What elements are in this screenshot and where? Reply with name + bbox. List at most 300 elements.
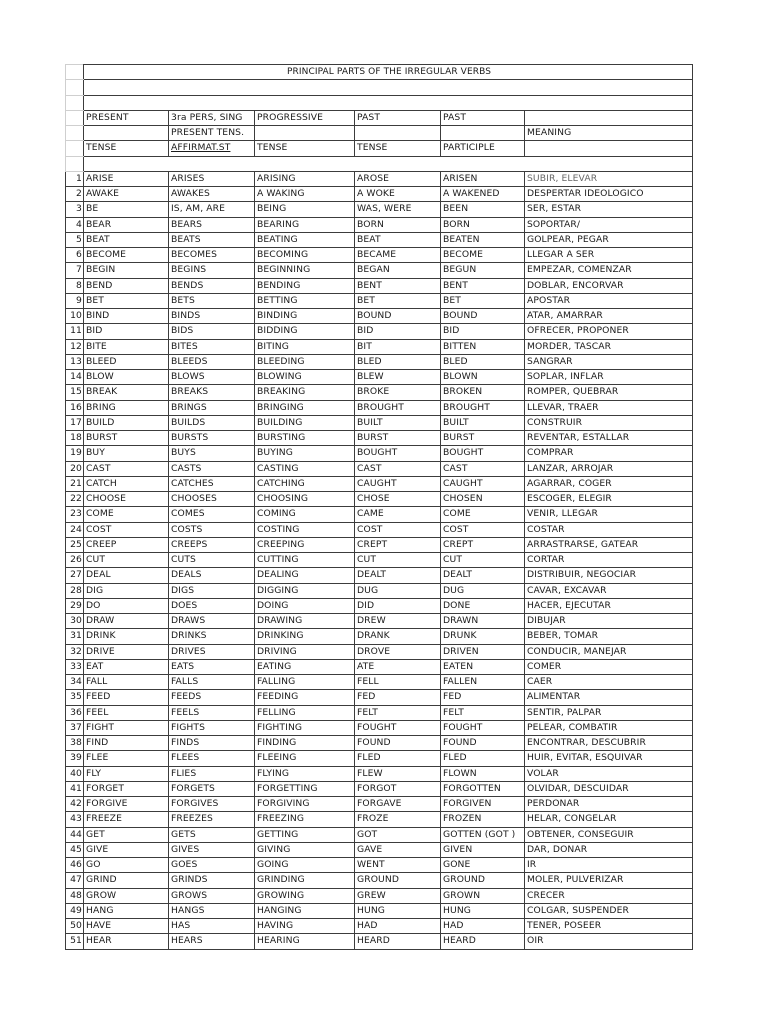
table-cell: FED <box>355 690 441 705</box>
row-number-cell: 7 <box>66 263 84 278</box>
table-cell: GOLPEAR, PEGAR <box>525 232 693 247</box>
header-cell <box>525 110 693 125</box>
table-row <box>66 354 693 369</box>
table-cell: BINDING <box>255 309 355 324</box>
row-number-cell: 44 <box>66 827 84 842</box>
table-cell: BROUGHT <box>441 400 525 415</box>
table-cell: CREPT <box>355 537 441 552</box>
table-cell: BET <box>84 293 169 308</box>
header-row <box>66 141 693 156</box>
table-row <box>66 934 693 949</box>
table-row <box>66 278 693 293</box>
table-row <box>66 736 693 751</box>
table-cell: FOUGHT <box>441 720 525 735</box>
table-cell: BORN <box>441 217 525 232</box>
table-cell: CASTS <box>169 461 255 476</box>
table-cell: BITTEN <box>441 339 525 354</box>
header-cell: PRESENT TENS. <box>169 126 255 141</box>
row-number-cell: 18 <box>66 431 84 446</box>
table-cell: DEAL <box>84 568 169 583</box>
table-cell: BECOME <box>84 248 169 263</box>
table-cell: BE <box>84 202 169 217</box>
table-cell: CORTAR <box>525 553 693 568</box>
table-row <box>66 232 693 247</box>
table-cell: GRINDS <box>169 873 255 888</box>
table-cell: FIGHTING <box>255 720 355 735</box>
table-cell: HUIR, EVITAR, ESQUIVAR <box>525 751 693 766</box>
table-cell: BLED <box>441 354 525 369</box>
table-cell: HAD <box>355 919 441 934</box>
table-cell: DUG <box>355 583 441 598</box>
table-cell: ARRASTRARSE, GATEAR <box>525 537 693 552</box>
table-row <box>66 873 693 888</box>
table-row <box>66 446 693 461</box>
table-cell: DIBUJAR <box>525 614 693 629</box>
table-cell: CUTS <box>169 553 255 568</box>
table-cell: DOING <box>255 598 355 613</box>
table-cell: GOT <box>355 827 441 842</box>
table-cell: DIGGING <box>255 583 355 598</box>
row-number-cell: 15 <box>66 385 84 400</box>
table-cell: DOES <box>169 598 255 613</box>
table-cell: FELLING <box>255 705 355 720</box>
table-cell: GIVE <box>84 842 169 857</box>
table-cell: HANGING <box>255 903 355 918</box>
blank-row <box>66 80 693 95</box>
table-cell: FLEEING <box>255 751 355 766</box>
table-cell: DO <box>84 598 169 613</box>
table-cell: BUILD <box>84 415 169 430</box>
table-cell: BEGINNING <box>255 263 355 278</box>
table-cell: BROUGHT <box>355 400 441 415</box>
table-cell: COMPRAR <box>525 446 693 461</box>
table-cell: BEATING <box>255 232 355 247</box>
table-cell: BEAT <box>355 232 441 247</box>
table-cell: MORDER, TASCAR <box>525 339 693 354</box>
table-cell: COSTAR <box>525 522 693 537</box>
table-cell: GETS <box>169 827 255 842</box>
table-cell: CHOOSES <box>169 492 255 507</box>
table-cell: FINDS <box>169 736 255 751</box>
table-cell: BEGAN <box>355 263 441 278</box>
table-row <box>66 720 693 735</box>
table-cell: BIDS <box>169 324 255 339</box>
table-row <box>66 629 693 644</box>
table-row <box>66 476 693 491</box>
table-cell: DEALT <box>355 568 441 583</box>
table-cell: EMPEZAR, COMENZAR <box>525 263 693 278</box>
table-cell: CONDUCIR, MANEJAR <box>525 644 693 659</box>
table-row <box>66 766 693 781</box>
table-cell: BITE <box>84 339 169 354</box>
table-cell: GROW <box>84 888 169 903</box>
table-cell: BEGUN <box>441 263 525 278</box>
table-cell: BREAK <box>84 385 169 400</box>
table-cell: BEGINS <box>169 263 255 278</box>
table-cell: GREW <box>355 888 441 903</box>
table-cell: FIGHT <box>84 720 169 735</box>
row-number-cell: 20 <box>66 461 84 476</box>
table-cell: COLGAR, SUSPENDER <box>525 903 693 918</box>
table-cell: GROWS <box>169 888 255 903</box>
table-cell: BENDING <box>255 278 355 293</box>
table-cell: COMING <box>255 507 355 522</box>
table-cell: HEARD <box>441 934 525 949</box>
row-number-cell: 16 <box>66 400 84 415</box>
table-cell: BEND <box>84 278 169 293</box>
table-cell: BEAR <box>84 217 169 232</box>
table-cell: BENDS <box>169 278 255 293</box>
row-number-cell: 25 <box>66 537 84 552</box>
table-cell: FREEZING <box>255 812 355 827</box>
row-number-cell <box>66 80 84 95</box>
row-number-cell: 49 <box>66 903 84 918</box>
table-cell: HANG <box>84 903 169 918</box>
table-cell: CAUGHT <box>441 476 525 491</box>
table-row <box>66 507 693 522</box>
table-cell: BETS <box>169 293 255 308</box>
row-number-cell: 27 <box>66 568 84 583</box>
table-cell: REVENTAR, ESTALLAR <box>525 431 693 446</box>
table-cell: CUT <box>355 553 441 568</box>
table-cell: FROZE <box>355 812 441 827</box>
table-cell: BECOMES <box>169 248 255 263</box>
row-number-cell: 40 <box>66 766 84 781</box>
table-cell: CHOOSE <box>84 492 169 507</box>
table-cell: FREEZE <box>84 812 169 827</box>
table-row <box>66 293 693 308</box>
table-cell: FOUGHT <box>355 720 441 735</box>
table-cell: DISTRIBUIR, NEGOCIAR <box>525 568 693 583</box>
table-cell: CASTING <box>255 461 355 476</box>
row-number-cell: 33 <box>66 659 84 674</box>
table-cell: SOPORTAR/ <box>525 217 693 232</box>
table-row <box>66 187 693 202</box>
table-row <box>66 614 693 629</box>
table-cell: FORGIVE <box>84 797 169 812</box>
table-cell: ALIMENTAR <box>525 690 693 705</box>
table-cell: FLEES <box>169 751 255 766</box>
row-number-cell: 47 <box>66 873 84 888</box>
table-cell: FELT <box>441 705 525 720</box>
header-cell: PRESENT <box>84 110 169 125</box>
table-cell: CATCHING <box>255 476 355 491</box>
table-cell: BECAME <box>355 248 441 263</box>
row-number-cell: 42 <box>66 797 84 812</box>
table-cell: BUILDS <box>169 415 255 430</box>
row-number-cell: 21 <box>66 476 84 491</box>
table-cell: FORGIVING <box>255 797 355 812</box>
table-cell: DRAWS <box>169 614 255 629</box>
table-cell: BURSTING <box>255 431 355 446</box>
table-cell: CATCHES <box>169 476 255 491</box>
table-row <box>66 522 693 537</box>
header-cell <box>355 126 441 141</box>
table-cell: BLEEDING <box>255 354 355 369</box>
table-cell: AROSE <box>355 171 441 186</box>
table-cell: DRUNK <box>441 629 525 644</box>
verb-table-body <box>66 65 693 950</box>
title-row <box>66 65 693 80</box>
header-cell: AFFIRMAT.ST <box>169 141 255 156</box>
table-cell: ATE <box>355 659 441 674</box>
row-number-cell: 22 <box>66 492 84 507</box>
table-cell: BIT <box>355 339 441 354</box>
row-number-cell: 43 <box>66 812 84 827</box>
blank-cell <box>84 95 693 110</box>
table-row <box>66 431 693 446</box>
table-cell: MOLER, PULVERIZAR <box>525 873 693 888</box>
table-row <box>66 568 693 583</box>
table-cell: DESPERTAR IDEOLOGICO <box>525 187 693 202</box>
row-number-cell: 41 <box>66 781 84 796</box>
row-number-cell: 2 <box>66 187 84 202</box>
table-row <box>66 690 693 705</box>
table-cell: GAVE <box>355 842 441 857</box>
table-cell: ENCONTRAR, DESCUBRIR <box>525 736 693 751</box>
table-cell: AWAKES <box>169 187 255 202</box>
table-cell: GROUND <box>441 873 525 888</box>
table-cell: CAVAR, EXCAVAR <box>525 583 693 598</box>
table-cell: CREEP <box>84 537 169 552</box>
table-cell: FLIES <box>169 766 255 781</box>
table-cell: BLOWING <box>255 370 355 385</box>
table-cell: FOUND <box>355 736 441 751</box>
table-row <box>66 263 693 278</box>
row-number-cell: 28 <box>66 583 84 598</box>
table-cell: BURST <box>355 431 441 446</box>
table-cell: SANGRAR <box>525 354 693 369</box>
table-cell: BET <box>355 293 441 308</box>
row-number-cell: 3 <box>66 202 84 217</box>
table-cell: CAME <box>355 507 441 522</box>
table-cell: FIGHTS <box>169 720 255 735</box>
table-cell: GROWN <box>441 888 525 903</box>
table-cell: DRAWING <box>255 614 355 629</box>
table-cell: BLOW <box>84 370 169 385</box>
table-cell: GRIND <box>84 873 169 888</box>
table-cell: DAR, DONAR <box>525 842 693 857</box>
table-cell: BUILDING <box>255 415 355 430</box>
header-cell <box>441 126 525 141</box>
table-cell: CUT <box>441 553 525 568</box>
header-cell: PAST <box>355 110 441 125</box>
row-number-cell <box>66 126 84 141</box>
table-cell: GRINDING <box>255 873 355 888</box>
header-row <box>66 110 693 125</box>
table-cell: BURST <box>84 431 169 446</box>
row-number-cell: 50 <box>66 919 84 934</box>
row-number-cell: 45 <box>66 842 84 857</box>
table-cell: HUNG <box>355 903 441 918</box>
table-row <box>66 888 693 903</box>
table-cell: BRING <box>84 400 169 415</box>
table-cell: FLED <box>355 751 441 766</box>
table-cell: DONE <box>441 598 525 613</box>
table-row <box>66 461 693 476</box>
table-cell: FEEDING <box>255 690 355 705</box>
row-number-cell: 37 <box>66 720 84 735</box>
table-cell: DRINKS <box>169 629 255 644</box>
row-number-cell: 36 <box>66 705 84 720</box>
table-cell: GROUND <box>355 873 441 888</box>
table-cell: PELEAR, COMBATIR <box>525 720 693 735</box>
table-cell: CHOSE <box>355 492 441 507</box>
table-cell: HUNG <box>441 903 525 918</box>
table-cell: BLOWS <box>169 370 255 385</box>
table-cell: BETTING <box>255 293 355 308</box>
table-cell: DIG <box>84 583 169 598</box>
table-cell: CAST <box>84 461 169 476</box>
table-cell: ARISE <box>84 171 169 186</box>
table-cell: CONSTRUIR <box>525 415 693 430</box>
table-cell: BID <box>355 324 441 339</box>
table-cell: BOUND <box>441 309 525 324</box>
table-row <box>66 400 693 415</box>
table-cell: FIND <box>84 736 169 751</box>
table-cell: HAVE <box>84 919 169 934</box>
table-cell: FELL <box>355 675 441 690</box>
table-cell: DID <box>355 598 441 613</box>
table-cell: HEARS <box>169 934 255 949</box>
header-cell: TENSE <box>84 141 169 156</box>
table-cell: DRAW <box>84 614 169 629</box>
table-cell: CATCH <box>84 476 169 491</box>
table-cell: COST <box>355 522 441 537</box>
table-row <box>66 858 693 873</box>
table-cell: AGARRAR, COGER <box>525 476 693 491</box>
table-cell: FEEL <box>84 705 169 720</box>
table-cell: AWAKE <box>84 187 169 202</box>
table-cell: EATEN <box>441 659 525 674</box>
table-cell: EATS <box>169 659 255 674</box>
table-cell: BLOWN <box>441 370 525 385</box>
table-cell: DEALING <box>255 568 355 583</box>
blank-row <box>66 95 693 110</box>
table-cell: CREEPS <box>169 537 255 552</box>
row-number-cell: 12 <box>66 339 84 354</box>
table-cell: BIDDING <box>255 324 355 339</box>
table-cell: DREW <box>355 614 441 629</box>
table-cell: FORGETS <box>169 781 255 796</box>
table-cell: DRAWN <box>441 614 525 629</box>
table-cell: COSTING <box>255 522 355 537</box>
table-cell: DEALS <box>169 568 255 583</box>
table-cell: COSTS <box>169 522 255 537</box>
table-cell: TENER, POSEER <box>525 919 693 934</box>
table-row <box>66 537 693 552</box>
row-number-cell: 48 <box>66 888 84 903</box>
row-number-cell: 51 <box>66 934 84 949</box>
table-cell: DRIVES <box>169 644 255 659</box>
table-cell: BINDS <box>169 309 255 324</box>
row-number-cell: 10 <box>66 309 84 324</box>
table-cell: PERDONAR <box>525 797 693 812</box>
table-cell: DIGS <box>169 583 255 598</box>
table-cell: FALLEN <box>441 675 525 690</box>
table-cell: FOUND <box>441 736 525 751</box>
table-cell: DROVE <box>355 644 441 659</box>
table-cell: LLEVAR, TRAER <box>525 400 693 415</box>
table-cell: HELAR, CONGELAR <box>525 812 693 827</box>
table-cell: BLEEDS <box>169 354 255 369</box>
table-cell: BEATEN <box>441 232 525 247</box>
header-cell: PAST <box>441 110 525 125</box>
table-row <box>66 797 693 812</box>
table-row <box>66 370 693 385</box>
table-cell: OBTENER, CONSEGUIR <box>525 827 693 842</box>
table-cell: HEARD <box>355 934 441 949</box>
table-row <box>66 919 693 934</box>
table-cell: CUTTING <box>255 553 355 568</box>
header-cell <box>84 126 169 141</box>
row-number-cell: 17 <box>66 415 84 430</box>
table-cell: BEBER, TOMAR <box>525 629 693 644</box>
header-cell: TENSE <box>255 141 355 156</box>
table-row <box>66 903 693 918</box>
row-number-cell <box>66 141 84 156</box>
table-cell: DRANK <box>355 629 441 644</box>
blank-cell <box>84 156 693 171</box>
table-title: PRINCIPAL PARTS OF THE IRREGULAR VERBS <box>84 65 693 80</box>
row-number-cell: 14 <box>66 370 84 385</box>
table-cell: ARISEN <box>441 171 525 186</box>
table-cell: BID <box>441 324 525 339</box>
table-cell: BROKE <box>355 385 441 400</box>
header-cell: PROGRESSIVE <box>255 110 355 125</box>
row-number-cell: 32 <box>66 644 84 659</box>
table-cell: GROWING <box>255 888 355 903</box>
table-cell: OIR <box>525 934 693 949</box>
table-cell: BEEN <box>441 202 525 217</box>
table-cell: A WAKING <box>255 187 355 202</box>
blank-row <box>66 156 693 171</box>
table-row <box>66 812 693 827</box>
table-cell: HAS <box>169 919 255 934</box>
table-cell: FLYING <box>255 766 355 781</box>
table-cell: FLEW <box>355 766 441 781</box>
table-cell: CREEPING <box>255 537 355 552</box>
table-cell: BLEED <box>84 354 169 369</box>
header-cell <box>255 126 355 141</box>
table-cell: BEATS <box>169 232 255 247</box>
table-row <box>66 675 693 690</box>
row-number-cell: 24 <box>66 522 84 537</box>
table-cell: CUT <box>84 553 169 568</box>
row-number-cell: 35 <box>66 690 84 705</box>
table-cell: FORGIVEN <box>441 797 525 812</box>
row-number-cell: 23 <box>66 507 84 522</box>
table-cell: CAST <box>355 461 441 476</box>
table-cell: FORGOTTEN <box>441 781 525 796</box>
table-cell: BLED <box>355 354 441 369</box>
row-number-cell: 13 <box>66 354 84 369</box>
table-cell: APOSTAR <box>525 293 693 308</box>
table-cell: SOPLAR, INFLAR <box>525 370 693 385</box>
table-cell: HEAR <box>84 934 169 949</box>
table-cell: BORN <box>355 217 441 232</box>
table-cell: GOTTEN (GOT ) <box>441 827 525 842</box>
header-cell: TENSE <box>355 141 441 156</box>
table-cell: COME <box>441 507 525 522</box>
table-cell: BRINGING <box>255 400 355 415</box>
table-cell: GIVES <box>169 842 255 857</box>
table-row <box>66 705 693 720</box>
header-cell: MEANING <box>525 126 693 141</box>
table-cell: HEARING <box>255 934 355 949</box>
table-cell: IS, AM, ARE <box>169 202 255 217</box>
header-cell: 3ra PERS, SING <box>169 110 255 125</box>
